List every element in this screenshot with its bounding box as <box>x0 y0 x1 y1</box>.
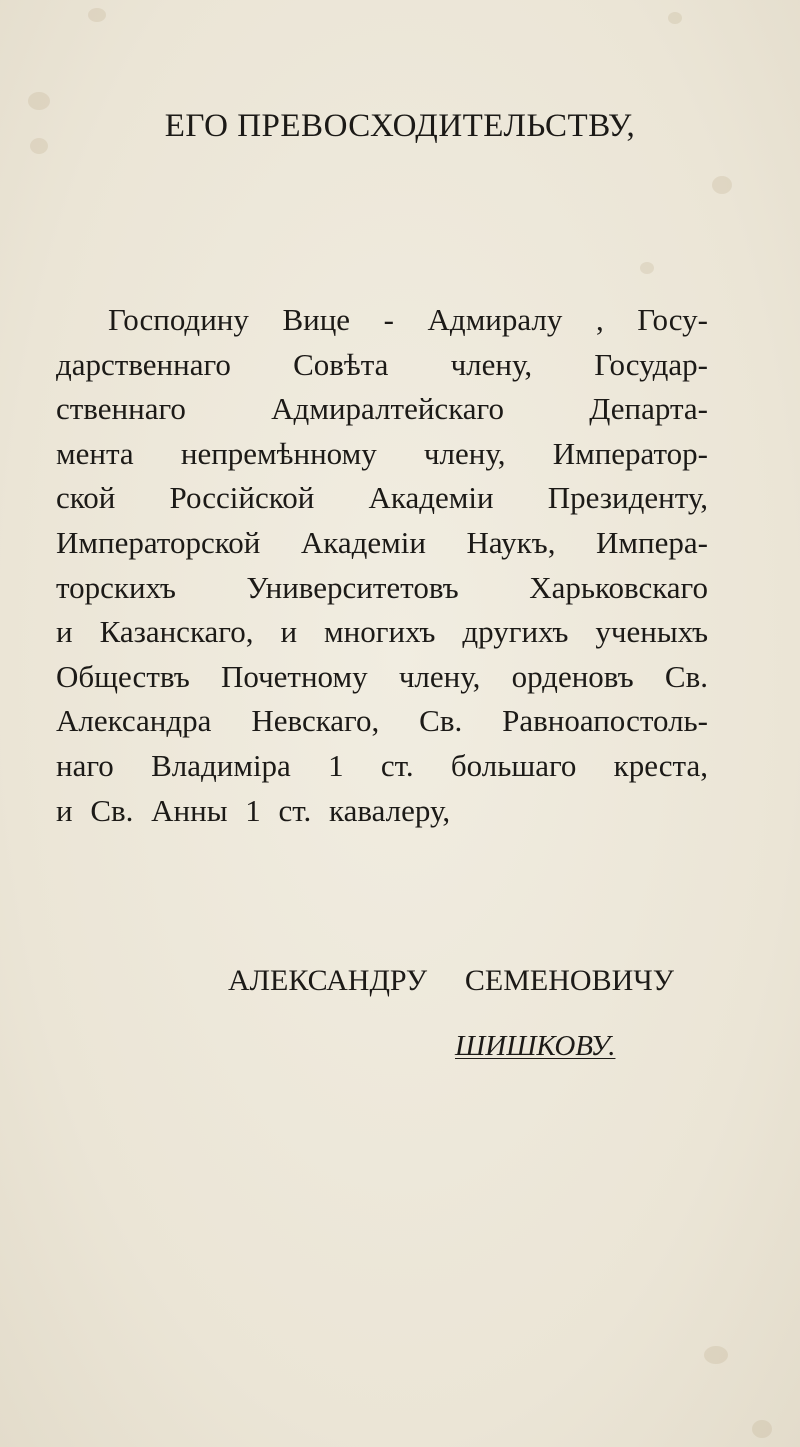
body-word: Академіи <box>368 480 494 516</box>
body-word: наго <box>56 747 114 783</box>
body-word: дарственнаго <box>56 346 231 382</box>
body-line-9 <box>56 657 708 702</box>
foxing-spot <box>88 8 106 22</box>
dedication-title: ЕГО ПРЕВОСХОДИТЕЛЬСТВУ, <box>164 108 636 144</box>
body-word: Казанскаго, <box>99 614 254 650</box>
body-line-10 <box>56 701 708 746</box>
body-word: 1 <box>328 747 344 783</box>
body-word: другихъ <box>462 614 569 650</box>
body-word: Св. <box>419 703 463 739</box>
body-word: и <box>56 614 73 650</box>
body-word: Невскаго, <box>251 703 380 739</box>
body-word: Адмиралу <box>427 302 563 337</box>
body-word: Император- <box>552 435 708 471</box>
body-word: ученыхъ <box>595 614 708 650</box>
body-word: Госу- <box>637 302 708 337</box>
body-word: Почетному <box>220 658 368 694</box>
body-line-2 <box>56 345 708 390</box>
body-line-text: и Св. Анны 1 ст. кавалеру, <box>56 792 451 828</box>
body-word: Владиміра <box>151 747 291 783</box>
body-word: орденовъ <box>511 658 634 694</box>
body-line-5 <box>56 478 708 523</box>
dedication-body <box>56 300 708 835</box>
body-word: Харьковскаго <box>529 569 708 605</box>
body-word: торскихъ <box>56 569 176 605</box>
body-word: Вице <box>282 302 351 337</box>
body-word: члену, <box>398 658 481 694</box>
body-line-11 <box>56 746 708 791</box>
addressee-surname: ШИШКОВУ. <box>455 1030 616 1062</box>
body-word: многихъ <box>324 614 436 650</box>
body-word: креста, <box>613 747 708 783</box>
body-line-1 <box>56 300 708 345</box>
body-word: Равноапостоль- <box>502 703 708 739</box>
body-word: Обществъ <box>56 658 190 694</box>
body-line-6 <box>56 523 708 568</box>
body-word: непремѣнному <box>180 435 377 471</box>
body-word: Господину <box>108 302 249 337</box>
body-word: Департа- <box>589 391 708 427</box>
body-word: Импера- <box>596 524 708 560</box>
addressee-name <box>228 964 674 998</box>
body-line-4 <box>56 434 708 479</box>
body-word: Академіи <box>300 524 426 560</box>
foxing-spot <box>752 1420 772 1438</box>
body-word: ственнаго <box>56 391 186 427</box>
body-line-12 <box>56 791 708 836</box>
body-word: , <box>595 302 604 337</box>
body-line-8 <box>56 612 708 657</box>
body-word: Государ- <box>594 346 708 382</box>
body-line-3 <box>56 389 708 434</box>
body-word: Александра <box>56 703 212 739</box>
foxing-spot <box>640 262 654 274</box>
addressee-patronymic: СЕМЕНОВИЧУ <box>464 964 674 997</box>
body-word: Университетовъ <box>246 569 459 605</box>
body-word: Императорской <box>56 524 261 560</box>
addressee-first-name: АЛЕКСАНДРУ <box>228 964 428 997</box>
body-word: Президенту, <box>547 480 708 516</box>
foxing-spot <box>668 12 682 24</box>
body-word: члену, <box>423 435 506 471</box>
body-word: члену, <box>450 346 533 382</box>
body-word: большаго <box>450 747 577 783</box>
body-word: - <box>383 302 394 337</box>
foxing-spot <box>712 176 732 194</box>
body-word: Совѣта <box>293 346 389 382</box>
body-word: ской <box>56 480 116 516</box>
body-word: ст. <box>380 747 414 783</box>
body-line-7 <box>56 568 708 613</box>
body-word: и <box>280 614 298 650</box>
body-word: Россійской <box>169 480 315 516</box>
body-word: мента <box>56 435 134 471</box>
foxing-spot <box>704 1346 728 1364</box>
body-word: Св. <box>664 658 708 694</box>
body-word: Наукъ, <box>466 524 556 560</box>
body-word: Адмиралтейскаго <box>271 391 504 427</box>
